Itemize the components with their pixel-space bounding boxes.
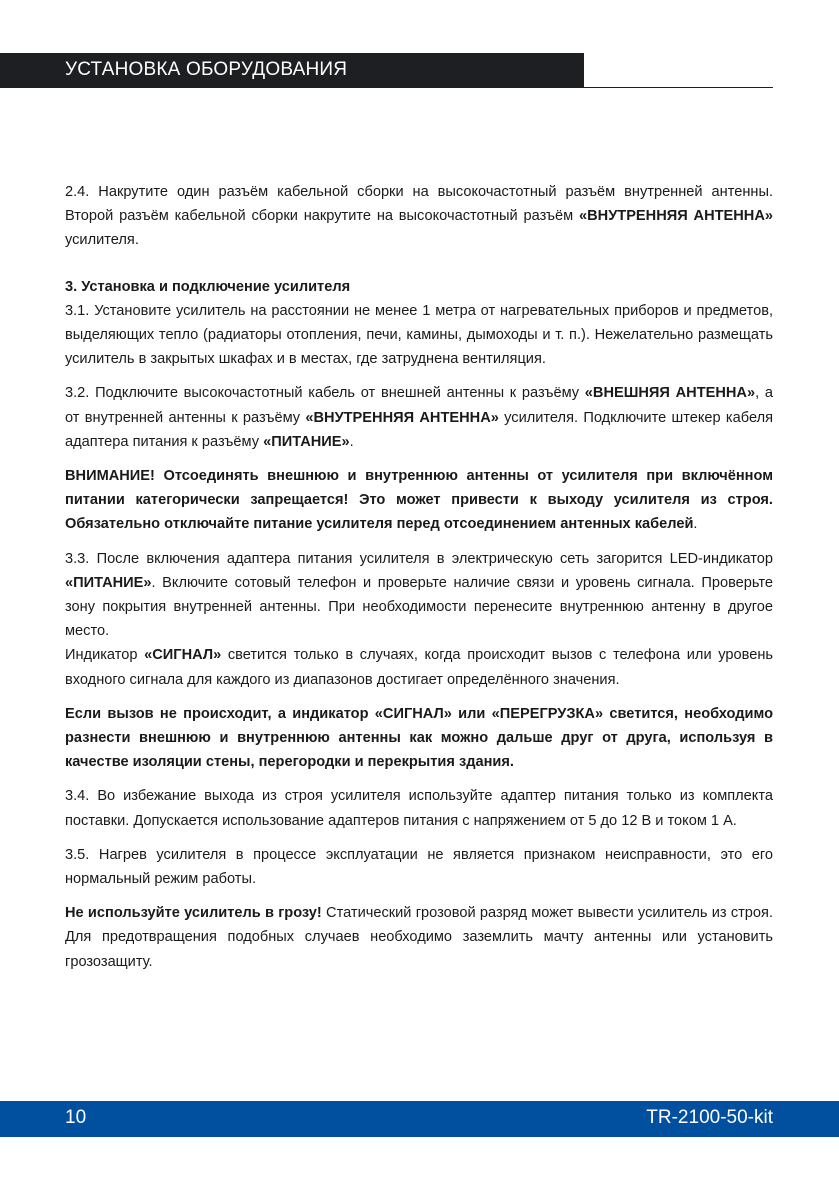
paragraph-3-5: 3.5. Нагрев усилителя в процессе эксплуатации не является признаком неисправности, это его нормальный режим работы. (65, 846, 773, 888)
model-name: TR-2100-50-kit (646, 1107, 773, 1128)
page-number: 10 (65, 1107, 87, 1128)
paragraph-3-3: 3.3. После включения адаптера питания усилителя в электрическую сеть загорится LED-индикатор «ПИТАНИЕ». Включите сотовый телефон и проверьте наличие связи и уровень сигнала. Проверьте зону покрытия внутренней антенны. При необходимости перенесите внутреннюю антенну в другое место. (65, 550, 773, 640)
paragraph-signal-indicator: Индикатор «СИГНАЛ» светится только в случаях, когда происходит вызов с телефона или уровень входного сигнала для каждого из диапазонов достигает определённого значения. (65, 647, 773, 688)
section-3-heading: 3. Установка и подключение усилителя (65, 278, 351, 295)
section-title: УСТАНОВКА ОБОРУДОВАНИЯ (65, 59, 348, 80)
paragraph-thunderstorm: Не используйте усилитель в грозу! Статический грозовой разряд может вывести усилитель из строя. Для предотвращения подобных случаев необходимо заземлить мачту антенны или установить грозозащиту. (65, 905, 773, 970)
paragraph-3-4: 3.4. Во избежание выхода из строя усилителя используйте адаптер питания только из комплекта поставки. Допускается использование адаптеров питания с напряжением от 5 до 12 В и током 1 А. (65, 788, 773, 829)
paragraph-2-4: 2.4. Накрутите один разъём кабельной сборки на высокочастотный разъём внутренней антенны. Второй разъём кабельной сборки накрутите на высокочастотный разъём «ВНУТРЕННЯЯ АНТЕННА» усилителя. (65, 184, 773, 249)
paragraph-overload-note: Если вызов не происходит, а индикатор «СИГНАЛ» или «ПЕРЕГРУЗКА» светится, необходимо разнести внешнюю и внутреннюю антенны как можно дальше друг от друга, используя в качестве изоляции стены, перегородки и перекрытия здания. (65, 705, 773, 771)
paragraph-3-1: 3.1. Установите усилитель на расстоянии не менее 1 метра от нагревательных приборов и предметов, выделяющих тепло (радиаторы отопления, печи, камины, дымоходы и т. п.). Нежелательно размещать усилитель в закрытых шкафах и в местах, где затруднена вентиляция. (65, 302, 773, 368)
warning-paragraph: ВНИМАНИЕ! Отсоединять внешнюю и внутреннюю антенны от усилителя при включённом питании категорически запрещается! Это может привести к выходу усилителя из строя. Обязательно отключайте питание усилителя перед отсоединением антенных кабелей. (65, 468, 773, 533)
header-rule (584, 87, 773, 88)
page-body (65, 180, 773, 974)
paragraph-3-2: 3.2. Подключите высокочастотный кабель от внешней антенны к разъёму «ВНЕШНЯЯ АНТЕННА», а от внутренней антенны к разъёму «ВНУТРЕННЯЯ АНТЕННА» усилителя. Подключите штекер кабеля адаптера питания к разъёму «ПИТАНИЕ». (65, 385, 773, 450)
